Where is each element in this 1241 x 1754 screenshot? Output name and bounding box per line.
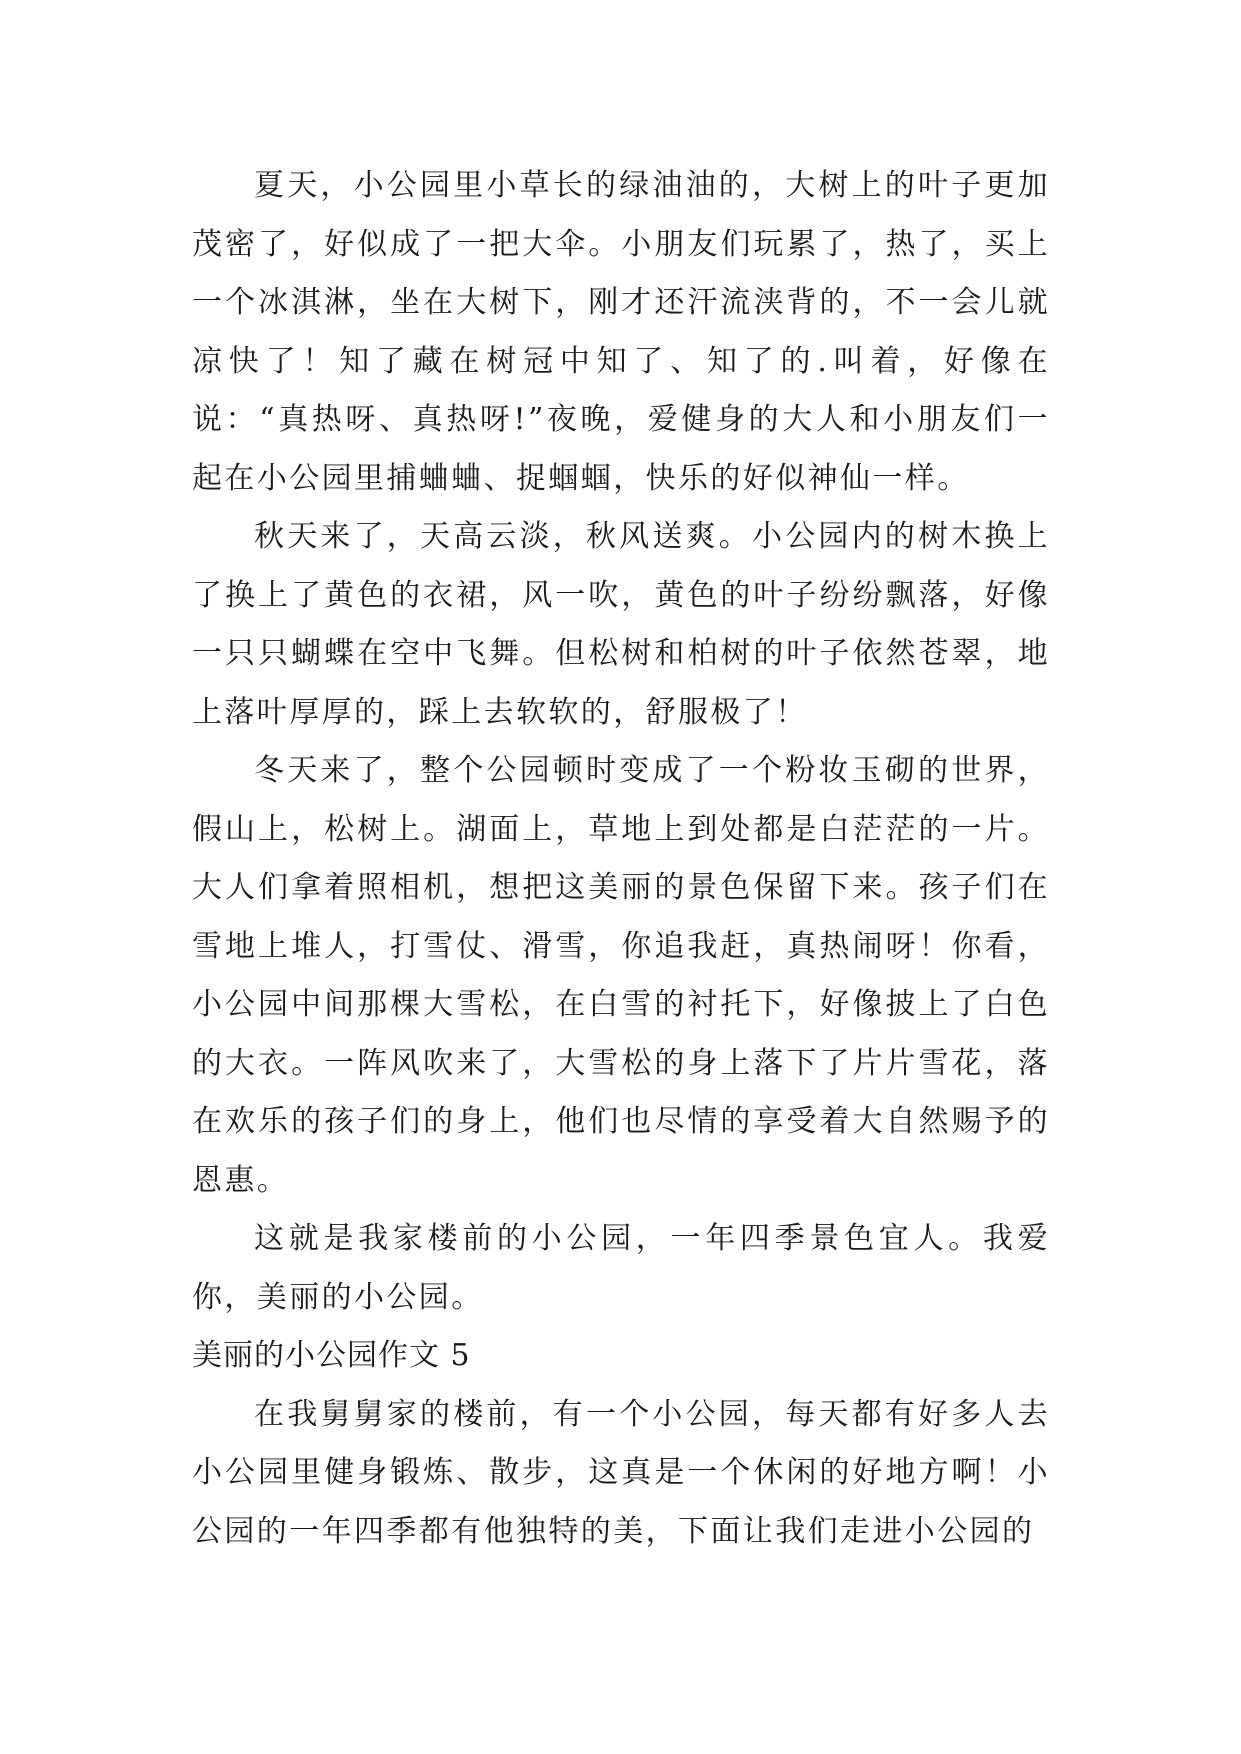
paragraph-conclusion: 这就是我家楼前的小公园，一年四季景色宜人。我爱你，美丽的小公园。 (192, 1221, 1050, 1315)
essay-heading: 美丽的小公园作文 5 (192, 1338, 471, 1373)
paragraph-intro: 在我舅舅家的楼前，有一个小公园，每天都有好多人去小公园里健身锻炼、散步，这真是一个休闲的好地方啊！小公园的一年四季都有他独特的美，下面让我们走进小公园的 (192, 1396, 1050, 1549)
paragraph-autumn: 秋天来了，天高云淡，秋风送爽。小公园内的树木换上了换上了黄色的衣裙，风一吹，黄色的叶子纷纷飘落，好像一只只蝴蝶在空中飞舞。但松树和柏树的叶子依然苍翠，地上落叶厚厚的，踩上去软软的，舒服极了！ (192, 519, 1050, 730)
paragraph-winter: 冬天来了，整个公园顿时变成了一个粉妆玉砌的世界，假山上，松树上。湖面上，草地上到处都是白茫茫的一片。大人们拿着照相机，想把这美丽的景色保留下来。孩子们在雪地上堆人，打雪仗、滑雪，你追我赶，真热闹呀！你看，小公园中间那棵大雪松，在白雪的衬托下，好像披上了白色的大衣。一阵风吹来了，大雪松的身上落下了片片雪花，落在欢乐的孩子们的身上，他们也尽情的享受着大自然赐予的恩惠。 (192, 753, 1050, 1198)
paragraph-summer: 夏天，小公园里小草长的绿油油的，大树上的叶子更加茂密了，好似成了一把大伞。小朋友们玩累了，热了，买上一个冰淇淋，坐在大树下，刚才还汗流浃背的，不一会儿就凉快了！知了藏在树冠中知了、知了的.叫着，好像在说：“真热呀、真热呀!”夜晚，爱健身的大人和小朋友们一起在小公园里捕蛐蛐、捉蝈蝈，快乐的好似神仙一样。 (192, 168, 1050, 496)
document-body (192, 157, 1050, 1561)
